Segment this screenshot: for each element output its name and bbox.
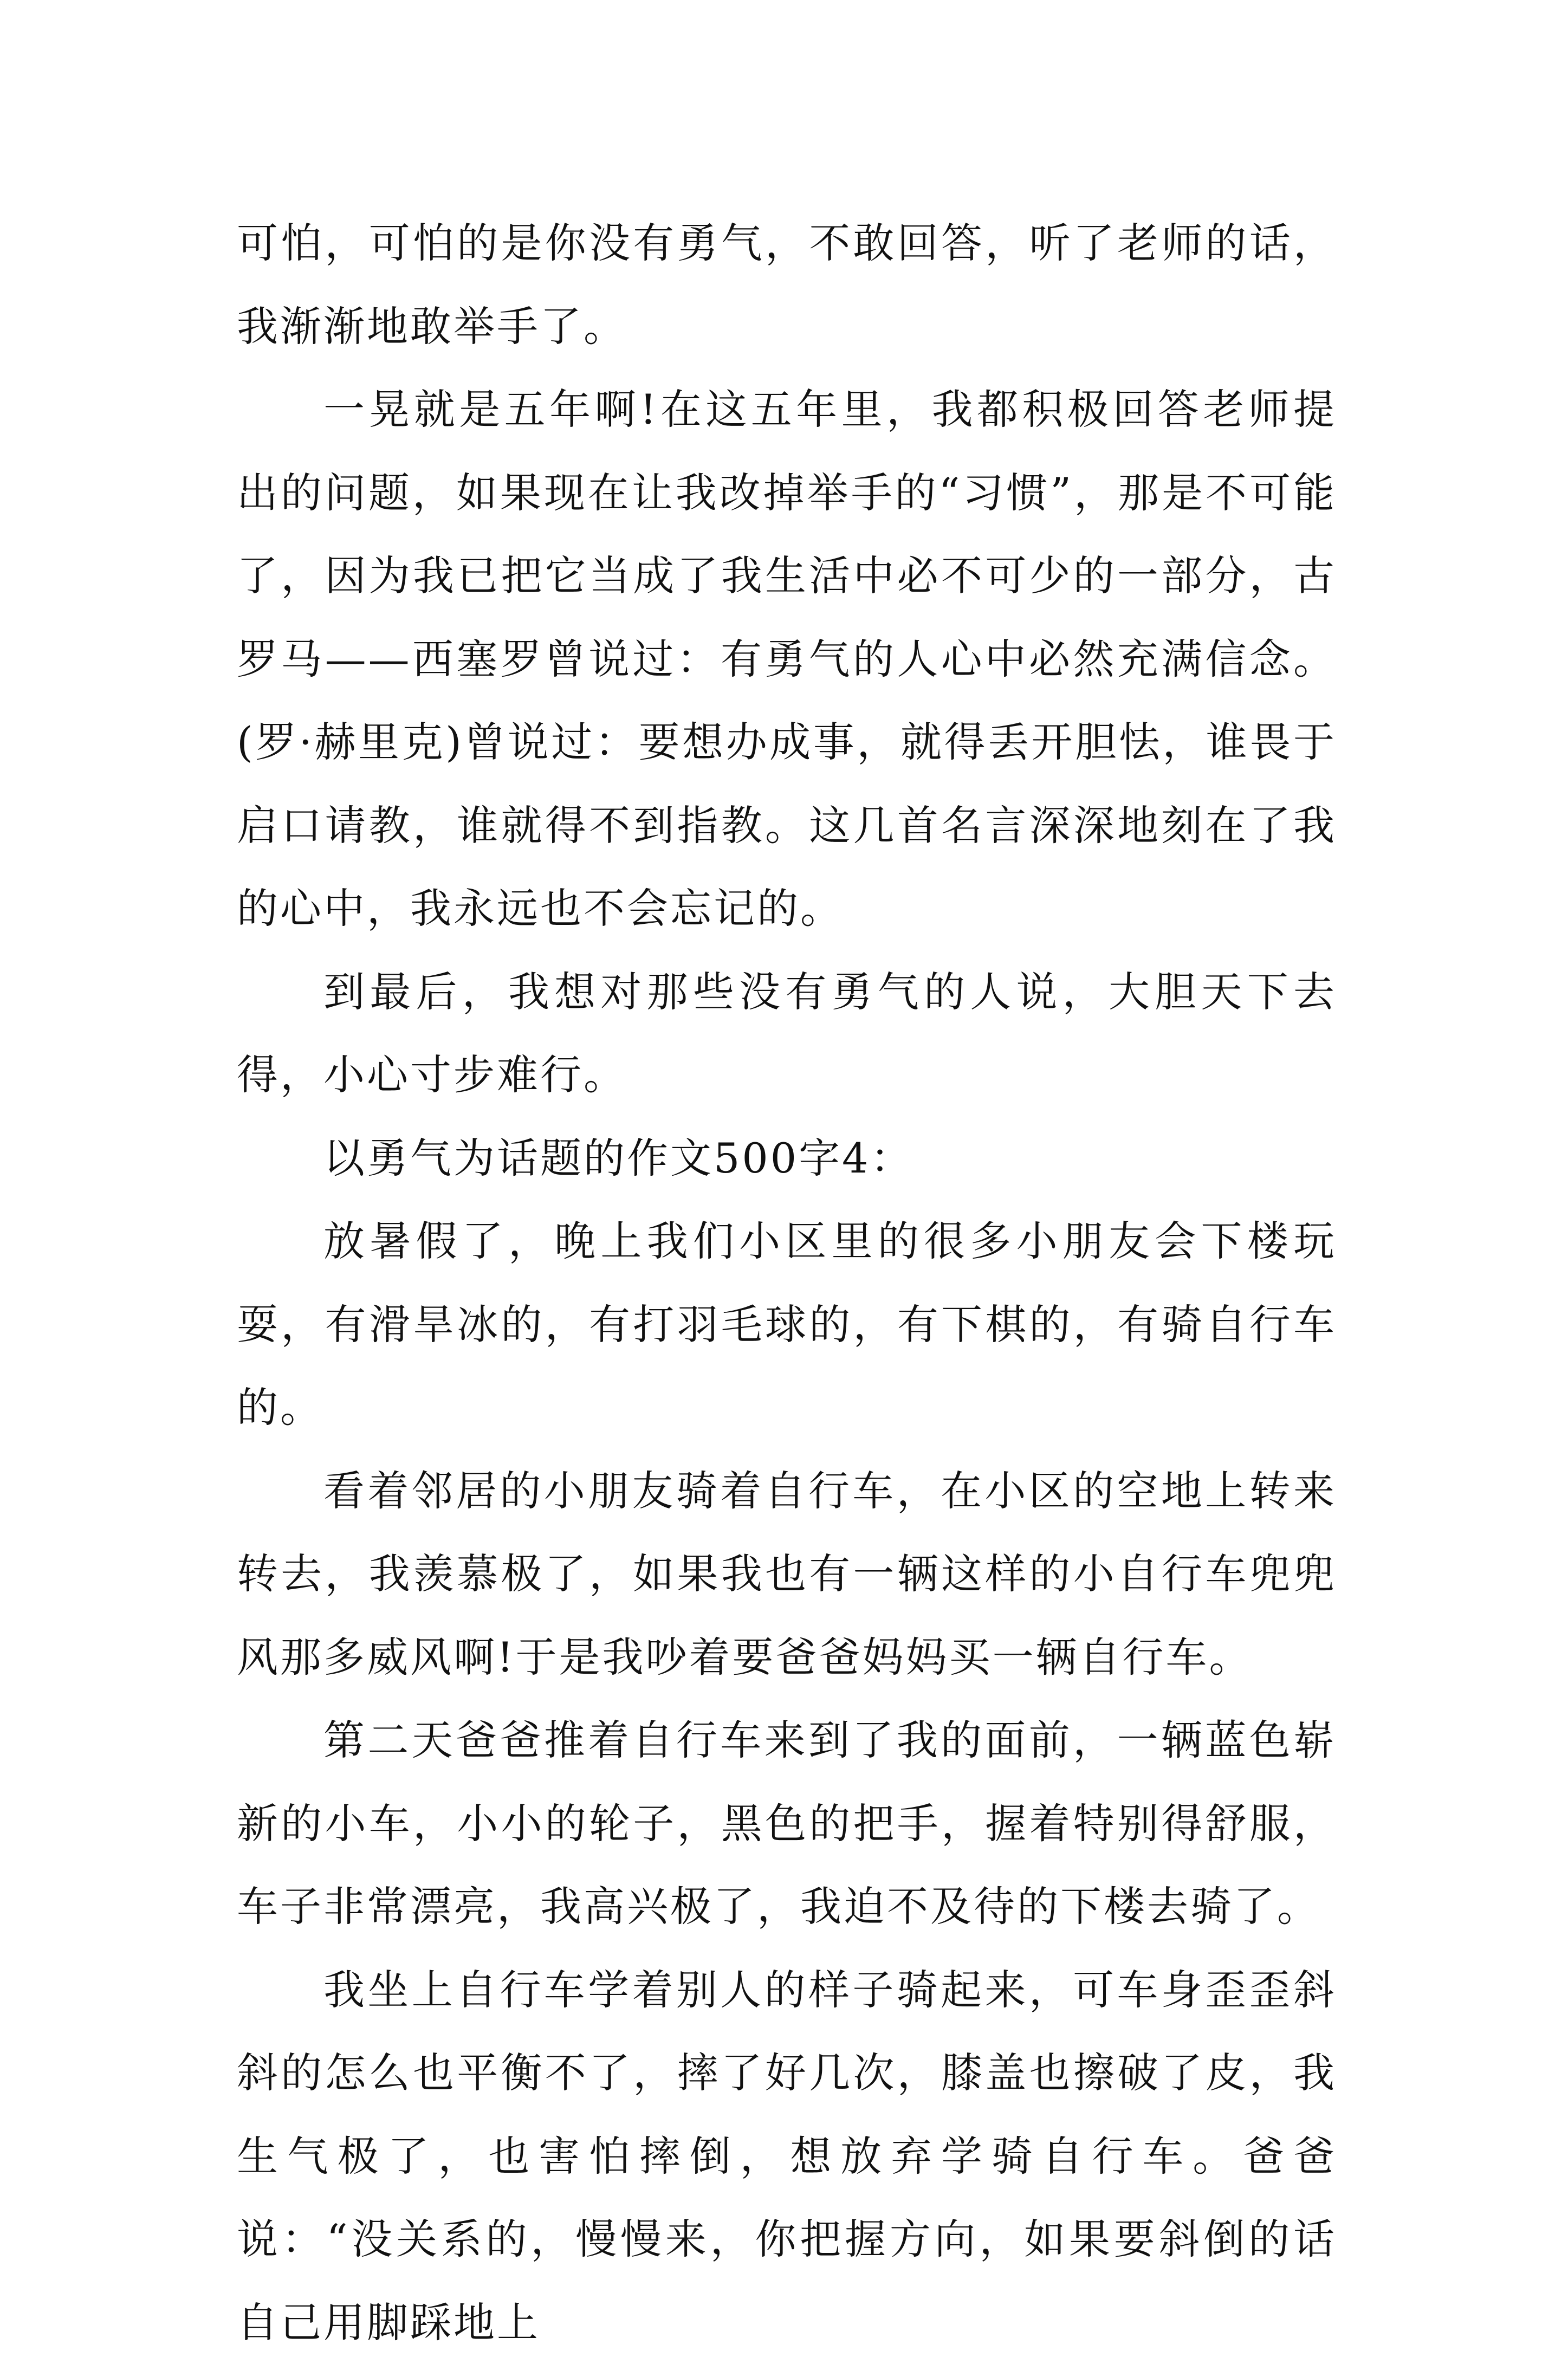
paragraph-2: 一晃就是五年啊!在这五年里，我都积极回答老师提出的问题，如果现在让我改掉举手的“习惯”，那是不可能了，因为我已把它当成了我生活中必不可少的一部分，古罗马——西塞罗曾说过：有勇气的人心中必然充满信念。(罗·赫里克)曾说过：要想办成事，就得丢开胆怯，谁畏于启口请教，谁就得不到指教。这几首名言深深地刻在了我的心中，我永远也不会忘记的。 bbox=[237, 368, 1337, 950]
section-heading: 以勇气为话题的作文500字4： bbox=[237, 1117, 1337, 1200]
paragraph-7: 第二天爸爸推着自行车来到了我的面前，一辆蓝色崭新的小车，小小的轮子，黑色的把手，握着特别得舒服，车子非常漂亮，我高兴极了，我迫不及待的下楼去骑了。 bbox=[237, 1699, 1337, 1948]
paragraph-5: 放暑假了，晚上我们小区里的很多小朋友会下楼玩耍，有滑旱冰的，有打羽毛球的，有下棋的，有骑自行车的。 bbox=[237, 1200, 1337, 1449]
paragraph-8: 我坐上自行车学着别人的样子骑起来，可车身歪歪斜斜的怎么也平衡不了，摔了好几次，膝盖也擦破了皮，我生气极了，也害怕摔倒，想放弃学骑自行车。爸爸说：“没关系的，慢慢来，你把握方向，如果要斜倒的话自己用脚踩地上 bbox=[237, 1948, 1337, 2364]
document-body bbox=[237, 202, 1337, 2364]
paragraph-3: 到最后，我想对那些没有勇气的人说，大胆天下去得，小心寸步难行。 bbox=[237, 950, 1337, 1117]
paragraph-6: 看着邻居的小朋友骑着自行车，在小区的空地上转来转去，我羡慕极了，如果我也有一辆这样的小自行车兜兜风那多威风啊!于是我吵着要爸爸妈妈买一辆自行车。 bbox=[237, 1449, 1337, 1699]
paragraph-1: 可怕，可怕的是你没有勇气，不敢回答，听了老师的话，我渐渐地敢举手了。 bbox=[237, 202, 1337, 368]
